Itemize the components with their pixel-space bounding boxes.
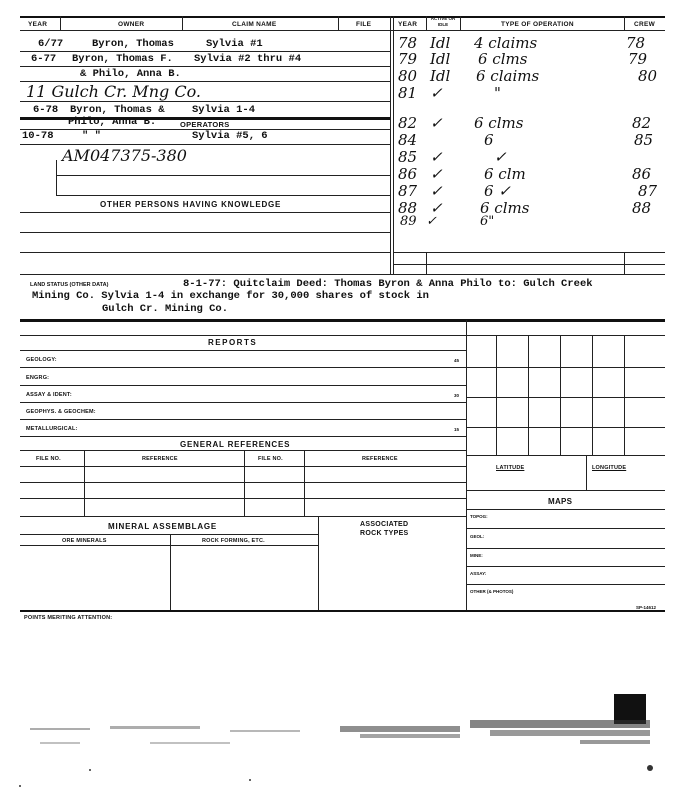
activity-row-5-crew: 82 [632,114,652,132]
activity-row-10-crew: 88 [632,199,652,217]
activity-row-6-crew: 85 [634,131,654,149]
other-persons-label: OTHER PERSONS HAVING KNOWLEDGE [100,200,282,209]
general-ref-reference-2: REFERENCE [362,456,398,462]
activity-row-9-crew: 87 [638,182,658,200]
land-status-line-1: 8-1-77: Quitclaim Deed: Thomas Byron & Anna Philo to: Gulch Creek [183,278,593,290]
activity-row-5-status: ✓ [430,114,443,132]
reports-engrg-label: ENGRG: [26,375,50,381]
land-status-line-2: Mining Co. Sylvia 1-4 in exchange for 30,000 shares of stock in [32,290,429,302]
activity-row-3-crew: 80 [638,67,658,85]
rock-types-label: ROCK TYPES [360,530,409,537]
maps-topog: TOPOG: [470,514,488,519]
owner-row-1-claim: Sylvia #1 [206,38,263,50]
owner-row-2-claim: Sylvia #2 thru #4 [194,53,302,65]
activity-row-3-operation: 6 claims [476,67,540,85]
activity-row-2-operation: 6 clms [478,50,528,68]
activity-row-7-operation: ✓ [494,148,507,166]
owner-row-5-claim: Sylvia 1-4 [192,104,256,116]
ore-minerals-label: ORE MINERALS [62,538,107,544]
activity-row-11-status: ✓ [426,214,437,229]
maps-assay: ASSAY: [470,571,487,576]
activity-row-11-year: 89 [400,214,417,229]
activity-row-10-status: ✓ [430,199,443,217]
activity-log [394,30,664,270]
activity-row-8-status: ✓ [430,165,443,183]
rock-forming-label: ROCK FORMING, ETC. [202,538,265,544]
header-file: FILE [356,21,372,28]
activity-row-9-status: ✓ [430,182,443,200]
header-claim-name: CLAIM NAME [232,21,277,28]
activity-row-10-operation: 6 clms [480,199,530,217]
mineral-assemblage-title: MINERAL ASSEMBLAGE [108,522,218,531]
activity-row-11-operation: 6" [480,214,495,229]
header-type-of-operation: TYPE OF OPERATION [501,21,574,28]
reports-metallurgical-label: METALLURGICAL: [26,426,78,432]
owner-row-3-owner: & Philo, Anna B. [80,68,181,80]
points-meriting-attention: POINTS MERITING ATTENTION: [24,615,113,621]
owner-row-7-year: 10-78 [22,130,54,142]
activity-row-7-year: 85 [398,148,418,166]
header-owner: OWNER [118,21,145,28]
reports-metallurgical-num: 15 [454,427,460,432]
longitude-label: LONGITUDE [592,465,627,471]
activity-row-3-year: 80 [398,67,418,85]
maps-other: OTHER (& PHOTOS) [470,589,514,594]
general-ref-file-no-2: FILE NO. [258,456,283,462]
activity-row-9-operation: 6 ✓ [484,182,511,200]
reports-title: REPORTS [208,338,258,347]
maps-geol: GEOL: [470,534,485,539]
owner-row-1-owner: Byron, Thomas [92,38,174,50]
activity-row-4-year: 81 [398,84,418,102]
activity-row-2-year: 79 [398,50,418,68]
reports-assay-num: 30 [454,393,460,398]
activity-row-5-operation: 6 clms [474,114,524,132]
activity-row-4-status: ✓ [430,84,443,102]
owner-row-7-claim: Sylvia #5, 6 [192,130,268,142]
owner-row-2-year: 6-77 [31,53,57,65]
form-number: SP-14612 [636,605,657,610]
general-ref-reference: REFERENCE [142,456,178,462]
owner-row-5-year: 6-78 [33,104,59,116]
reports-geology-label: GEOLOGY: [26,357,57,363]
owner-row-2-owner: Byron, Thomas F. [72,53,173,65]
activity-row-8-crew: 86 [632,165,652,183]
activity-row-1-year: 78 [398,34,418,52]
activity-row-1-operation: 4 claims [474,34,538,52]
activity-row-2-status: Idl [430,50,451,68]
general-references-title: GENERAL REFERENCES [180,440,291,449]
owner-row-4-handwritten: 11 Gulch Cr. Mng Co. [26,82,201,101]
activity-row-1-status: Idl [430,34,451,52]
operators-label: OPERATORS [180,120,230,129]
activity-row-10-year: 88 [398,199,418,217]
activity-row-1-crew: 78 [626,34,646,52]
header-active-or-idle: ACTIVE OR IDLE [430,16,456,27]
owner-row-7-owner: " " [82,130,101,142]
owner-row-1-year: 6/77 [38,38,64,50]
scan-noise-graphic [0,690,678,806]
maps-title: MAPS [548,497,573,506]
owner-row-5-owner: Byron, Thomas & [70,104,165,116]
file-number-handwritten: AM047375-380 [62,146,187,165]
maps-mine: MINE: [470,553,483,558]
general-ref-file-no: FILE NO. [36,456,61,462]
reports-geology-num: 45 [454,358,460,363]
owner-row-6-owner: Philo, Anna B. [68,116,157,128]
land-status-line-3: Gulch Cr. Mining Co. [102,303,229,315]
header-crew: CREW [634,21,656,28]
reports-assay-label: ASSAY & IDENT: [26,392,72,398]
activity-row-3-status: Idl [430,67,451,85]
activity-row-8-operation: 6 clm [484,165,526,183]
activity-row-4-operation: " [494,84,501,102]
activity-row-5-year: 82 [398,114,418,132]
reports-geophys-label: GEOPHYS. & GEOCHEM: [26,409,96,415]
latitude-label: LATITUDE [496,465,525,471]
activity-row-6-year: 84 [398,131,418,149]
header-year: YEAR [28,21,48,28]
activity-row-8-year: 86 [398,165,418,183]
associated-label: ASSOCIATED [360,521,409,528]
activity-row-9-year: 87 [398,182,418,200]
activity-row-6-operation: 6 [484,131,494,149]
activity-row-7-status: ✓ [430,148,443,166]
header-year-2: YEAR [398,21,418,28]
activity-row-2-crew: 79 [628,50,648,68]
land-status-label: LAND STATUS (OTHER DATA) [30,282,109,288]
